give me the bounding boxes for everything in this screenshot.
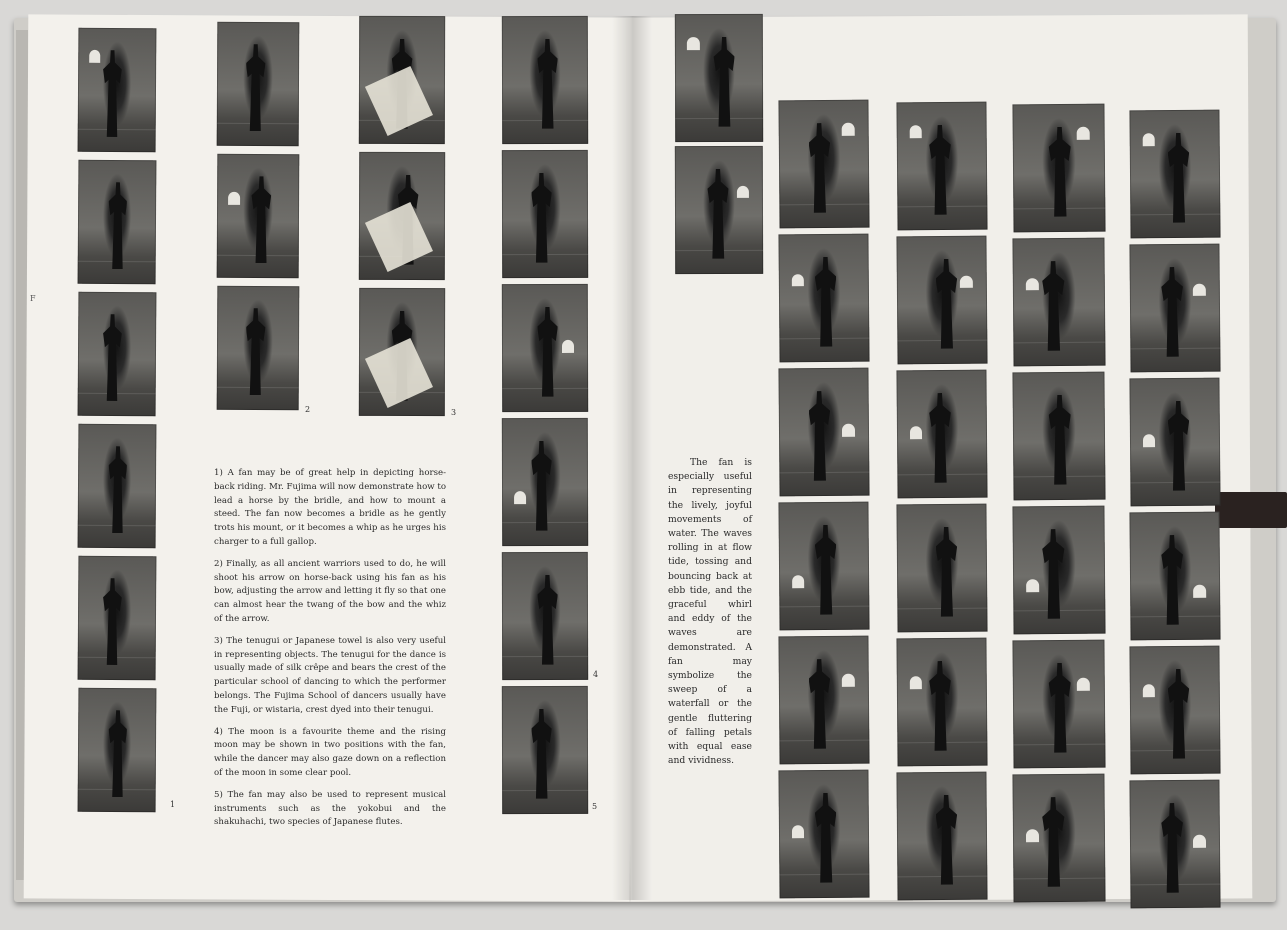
dancer-figure <box>929 661 951 751</box>
fan-prop <box>1142 685 1155 698</box>
dancer-figure <box>815 525 837 615</box>
fan-prop <box>1193 835 1206 848</box>
figure-number-2: 2 <box>305 405 311 414</box>
dancer-figure <box>251 176 271 263</box>
dancer-figure <box>537 307 558 397</box>
dance-photo <box>1012 238 1105 367</box>
fan-prop <box>737 186 749 199</box>
dance-photo <box>778 234 869 363</box>
dance-photo <box>78 28 157 153</box>
dance-photo <box>1012 104 1105 233</box>
dance-photo <box>217 22 300 146</box>
dance-photo <box>502 16 588 144</box>
dance-photo <box>896 236 987 365</box>
fan-prop <box>842 424 855 437</box>
dancer-figure <box>1161 535 1183 625</box>
dance-photo <box>1129 110 1220 239</box>
dancer-figure <box>808 123 830 213</box>
dance-photo <box>1129 512 1220 641</box>
dance-photo <box>359 152 445 280</box>
fan-prop <box>514 491 526 504</box>
dance-photo <box>1129 378 1220 507</box>
dancer-figure <box>1049 127 1072 217</box>
dancer-figure <box>108 446 127 533</box>
dancer-figure <box>245 308 265 395</box>
dancer-figure <box>1049 395 1072 485</box>
paragraph-2: 2) Finally, as all ancient warriors used to do, he will shoot his arrow on horse-back using his fan as his bow, adjusting the arrow and letting it fly so that one can almost hear the twang of the bow and the whiz of the arrow. <box>214 558 446 624</box>
dancer-figure <box>537 39 558 129</box>
paragraph-1: 1) A fan may be of great help in depicting horse-back riding. Mr. Fujima will now demonstrate how to lead a horse by the bridle, and how to mount a steed. The fan now becomes a bridle as he gently trots his mount, or it becomes a whip as he urges his charger to a full gallop. <box>214 468 446 547</box>
fan-prop <box>910 426 923 439</box>
fan-prop <box>792 575 805 588</box>
fan-prop <box>1142 133 1155 146</box>
dancer-figure <box>935 527 957 617</box>
dance-photo <box>78 160 157 285</box>
dancer-figure <box>929 125 951 215</box>
fan-prop <box>1026 579 1039 592</box>
dancer-figure <box>935 795 957 885</box>
dance-photo <box>1012 640 1105 769</box>
dance-photo <box>78 292 157 417</box>
dance-photo <box>778 100 869 229</box>
dance-photo <box>1129 646 1220 775</box>
dance-photo <box>502 150 588 278</box>
dancer-figure <box>1167 401 1189 491</box>
dance-photo <box>1129 244 1220 373</box>
dance-photo <box>217 154 300 278</box>
dancer-figure <box>808 659 830 749</box>
dance-photo <box>1129 780 1220 909</box>
paragraph-4: 4) The moon is a favourite theme and the rising moon may be shown in two positions with the fan, while the dancer may also gaze down on a reflection of the moon in some clear pool. <box>214 726 446 778</box>
dancer-figure <box>245 44 265 131</box>
dance-photo <box>778 636 869 765</box>
dancer-figure <box>1161 803 1183 893</box>
edge-mark: F <box>30 294 36 303</box>
fan-prop <box>842 123 855 136</box>
dance-photo <box>78 556 157 681</box>
left-page-text <box>214 467 446 838</box>
fan-prop <box>1193 283 1206 296</box>
bookmark-ribbon <box>1215 492 1287 528</box>
fan-prop <box>842 674 855 687</box>
dance-photo <box>359 16 445 144</box>
fan-prop <box>792 825 805 838</box>
dancer-figure <box>1167 669 1189 759</box>
dancer-figure <box>1042 261 1065 351</box>
dancer-figure <box>714 37 735 127</box>
figure-number-5: 5 <box>592 802 598 811</box>
fan-prop <box>1077 678 1090 691</box>
dance-photo <box>675 14 763 142</box>
dance-photo <box>1012 506 1105 635</box>
dancer-figure <box>531 441 552 531</box>
fan-prop <box>791 274 804 287</box>
dancer-figure <box>1042 797 1065 887</box>
dance-photo <box>502 686 588 814</box>
tenugui-towel <box>365 66 433 136</box>
dancer-figure <box>537 575 558 665</box>
dancer-figure <box>1167 133 1189 223</box>
dancer-figure <box>815 793 837 883</box>
dancer-figure <box>1042 529 1065 619</box>
dancer-figure <box>1049 663 1072 753</box>
dance-photo <box>896 504 987 633</box>
fan-prop <box>89 50 100 62</box>
dance-photo <box>78 424 157 549</box>
dancer-figure <box>108 182 127 269</box>
paragraph-3: 3) The tenugui or Japanese towel is also very useful in representing objects. The tenugui for the dance is usually made of silk crêpe and bears the crest of the particular school of dancing to which the performer belongs. The Fujima School of dancers usually have the Fuji, or wistaria, crest dyed into their tenugui. <box>214 635 446 715</box>
fan-prop <box>1026 278 1039 291</box>
right-page-text <box>668 456 752 768</box>
fan-prop <box>1077 127 1090 140</box>
dance-photo <box>359 288 445 416</box>
dance-photo <box>778 770 869 899</box>
dancer-figure <box>531 173 552 263</box>
paragraph-5: 5) The fan may also be used to represent musical instruments such as the yokobui and the shakuhachi, two species of Japanese flutes. <box>214 789 446 828</box>
tenugui-towel <box>365 338 433 408</box>
dancer-figure <box>935 259 957 349</box>
fan-prop <box>229 192 241 204</box>
dancer-figure <box>103 578 122 665</box>
dancer-figure <box>808 391 830 481</box>
figure-number-4: 4 <box>593 670 599 679</box>
figure-number-3: 3 <box>451 408 457 417</box>
dancer-figure <box>103 314 122 401</box>
dance-photo <box>1012 774 1105 903</box>
dance-photo <box>778 502 869 631</box>
dance-photo <box>217 286 300 410</box>
dance-photo <box>778 368 869 497</box>
dance-photo <box>502 418 588 546</box>
dancer-figure <box>1161 267 1183 357</box>
dance-photo <box>1012 372 1105 501</box>
dance-photo <box>896 638 987 767</box>
dance-photo <box>896 370 987 499</box>
dance-photo <box>502 552 588 680</box>
dance-photo <box>78 688 157 813</box>
fan-prop <box>909 677 922 690</box>
fan-prop <box>562 340 574 353</box>
tenugui-towel <box>365 202 433 272</box>
fan-prop <box>1143 434 1156 447</box>
dancer-figure <box>707 169 728 259</box>
dance-photo <box>502 284 588 412</box>
water-paragraph: The fan is especially useful in representing the lively, joyful movements of water. The waves rolling in at flow tide, tossing and bouncing back at ebb tide, and the graceful whirl and eddy of the waves are demonstrated. A fan may symbolize the sweep of a waterfall or the gentle fluttering of falling petals with equal ease and vividness. <box>668 457 752 767</box>
fan-prop <box>687 37 699 50</box>
fan-prop <box>1193 585 1206 598</box>
dancer-figure <box>531 709 552 799</box>
dance-photo <box>675 146 763 274</box>
fan-prop <box>960 275 973 288</box>
fan-prop <box>909 125 922 138</box>
dancer-figure <box>108 710 127 797</box>
book-gutter <box>612 16 652 900</box>
dance-photo <box>896 102 987 231</box>
figure-number-1: 1 <box>170 800 176 809</box>
dancer-figure <box>815 257 837 347</box>
dancer-figure <box>929 393 951 483</box>
dancer-figure <box>103 50 122 137</box>
fan-prop <box>1026 829 1039 842</box>
dance-photo <box>896 772 987 901</box>
